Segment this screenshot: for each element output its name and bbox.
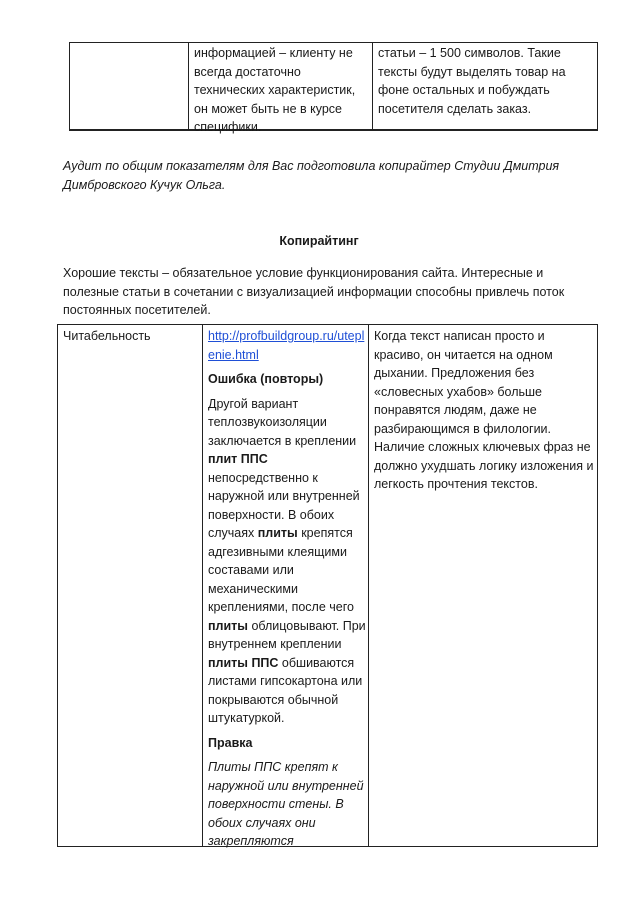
keyword-highlight: плиты ППС [208,655,279,670]
main-table-divider-1 [202,324,203,847]
fix-text: Плиты ППС крепят к наружной или внутренней поверхности стены. В обоих случаях они закрепляются [208,760,364,848]
criterion-label: Читабельность [63,329,151,343]
table-border-right [597,42,598,130]
keyword-highlight: плиты [208,618,248,633]
comment-column: Когда текст написан просто и красиво, он читается на одном дыхании. Предложения без «словесных ухабов» больше понравятся людям, даже не разбирающимся в филологии. Наличие сложных ключевых фраз не должно ухудшать логику изложения и легкость прочтения текстов. [374,329,594,491]
section-heading: Копирайтинг [279,234,359,248]
keyword-highlight: плит ППС [208,452,268,466]
main-table-border-right [597,324,598,847]
error-text-part: Другой вариант теплозвукоизоляции заключается в креплении [208,396,357,448]
error-text [208,395,366,728]
keyword-highlight: плиты [257,526,298,540]
page-url-link[interactable]: http://profbuildgroup.ru/uteplenie.html [208,329,365,362]
error-text-part: облицовывают. При внутреннем креплении [208,618,366,651]
top-table-cell-3: статьи – 1 500 символов. Такие тексты будут выделять товар на фоне остальных и побуждать посетителя сделать заказ. [378,46,566,116]
fix-heading: Правка [208,735,253,750]
main-table-border-left [57,324,58,847]
main-table-divider-2 [368,324,369,847]
table-border-top [69,42,598,43]
main-table-border-top [57,324,598,325]
audit-note: Аудит по общим показателям для Вас подготовила копирайтер Студии Дмитрия Димбровского Кучук Ольга. [63,159,560,192]
top-table-cell-2: информацией – клиенту не всегда достаточно технических характеристик, он может быть не в курсе специфики. [194,46,356,134]
error-heading: Ошибка (повторы) [208,372,324,386]
error-text-part: крепятся адгезивными клеящими составами или механическими креплениями, после чего [208,526,354,614]
table-divider-1 [188,42,189,130]
example-column [208,327,366,851]
error-text-part: обшиваются листами гипсокартона или покрываются обычной штукатуркой. [208,655,363,725]
table-border-left [69,42,70,130]
section-intro: Хорошие тексты – обязательное условие функционирования сайта. Интересные и полезные статьи в сочетании с визуализацией информации способны привлечь поток постоянных посетителей. [63,266,565,317]
error-text-part: непосредственно к наружной или внутренней поверхности. В обоих случаях [208,470,360,540]
table-divider-2 [372,42,373,130]
